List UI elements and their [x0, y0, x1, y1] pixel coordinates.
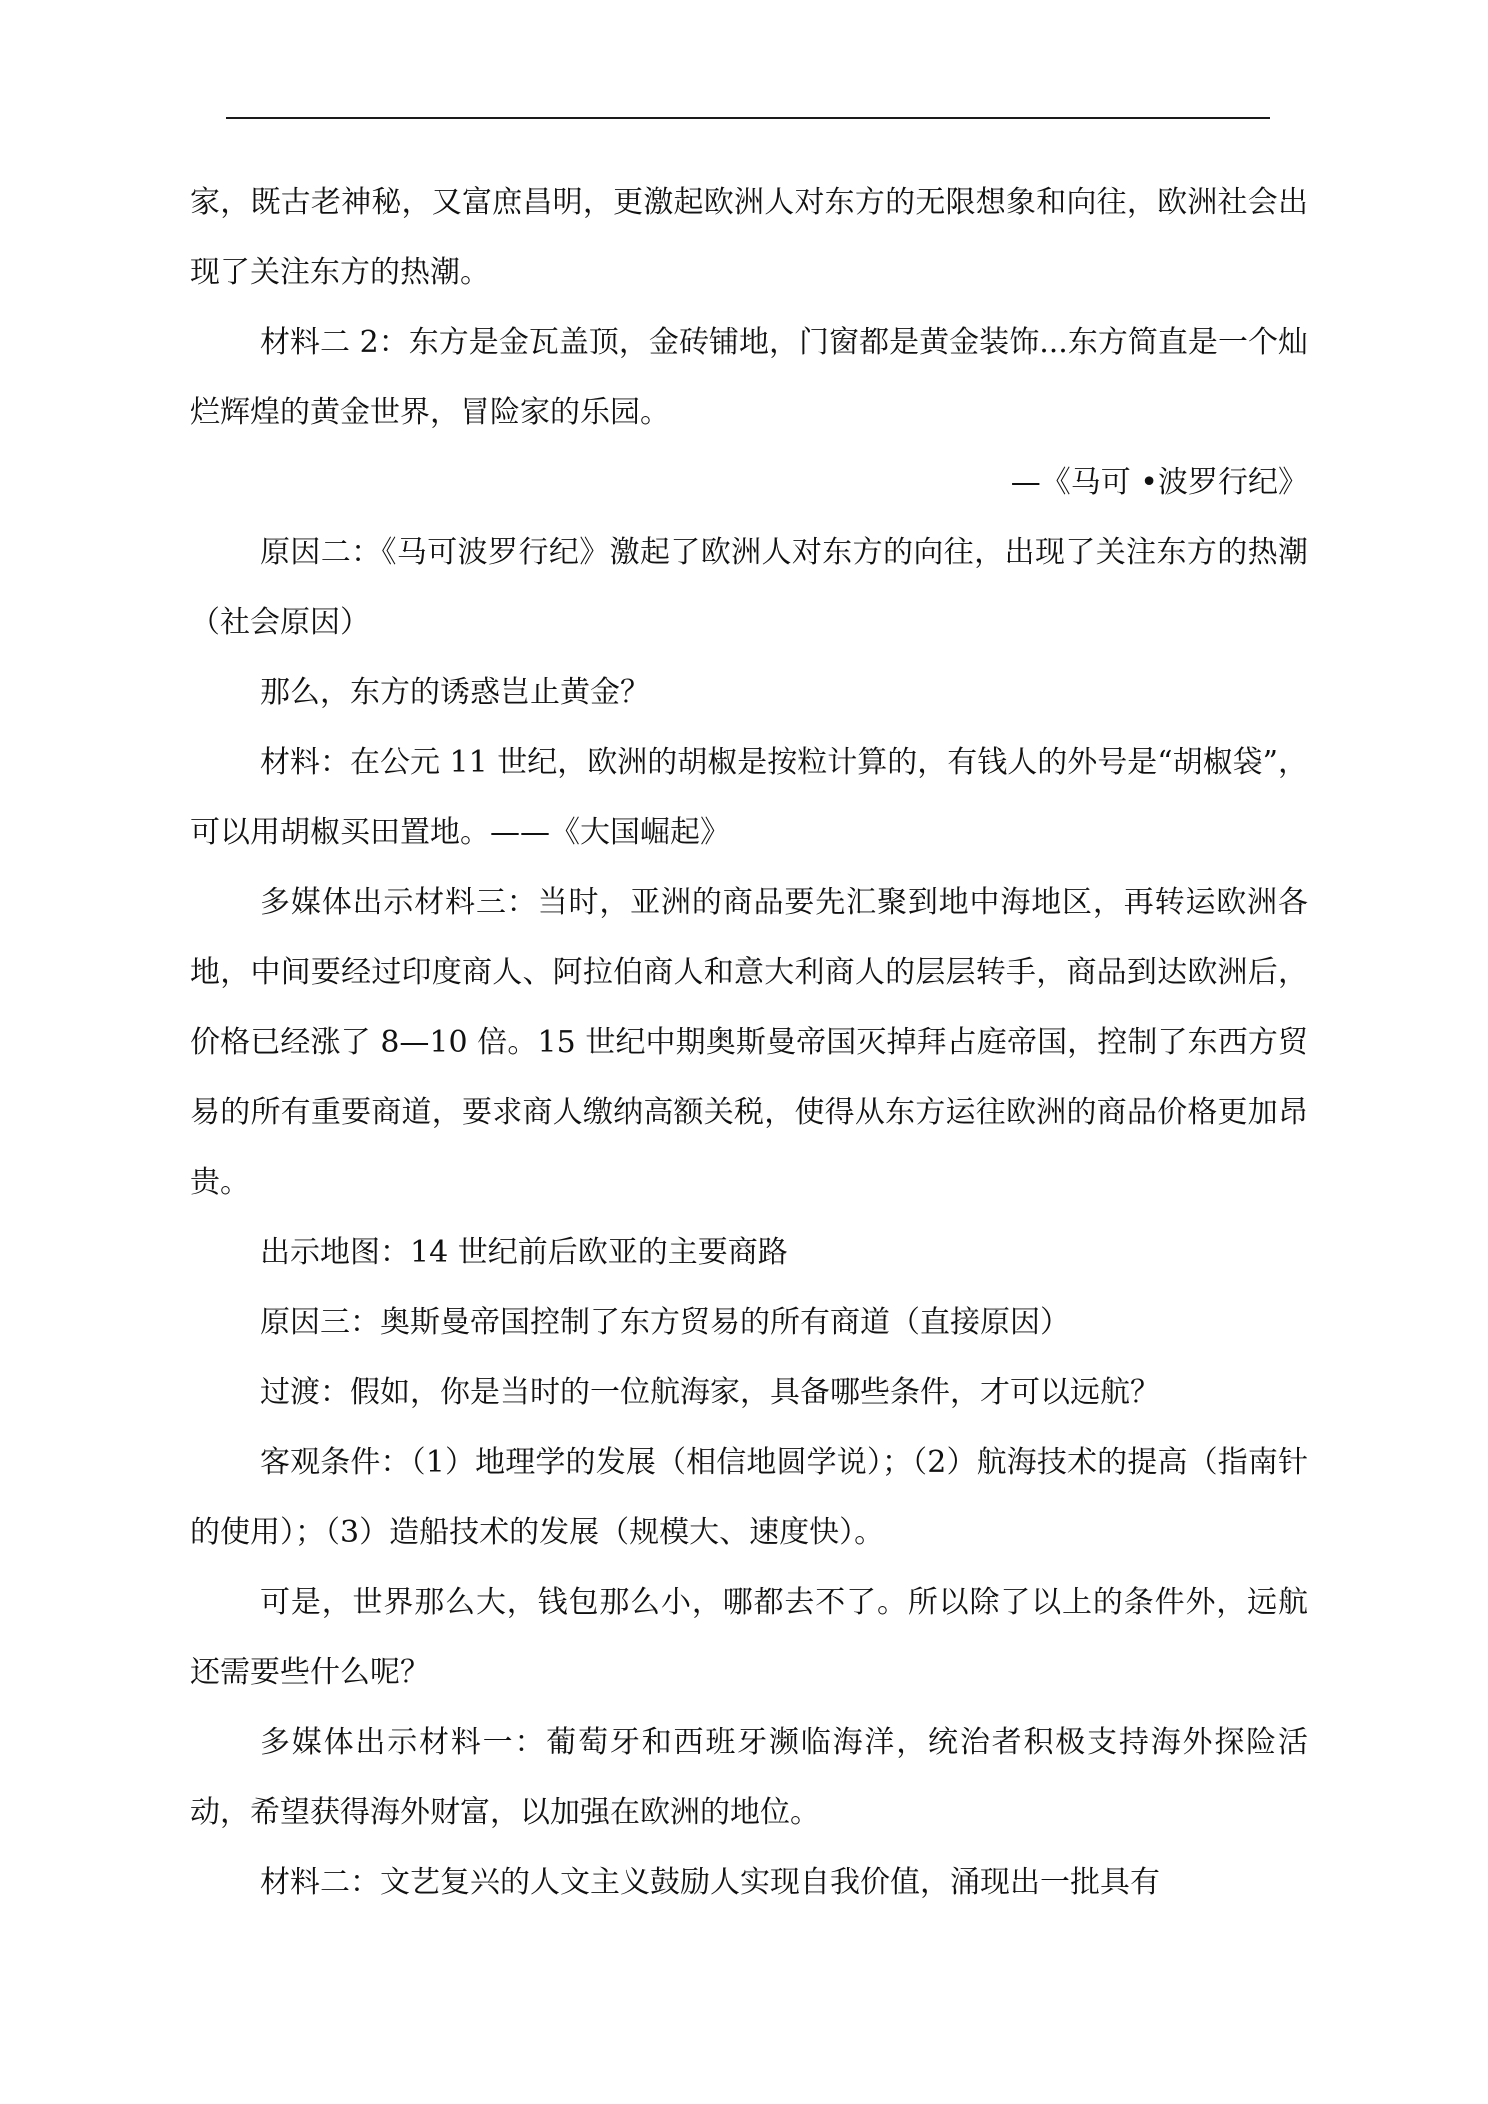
quote-source-marco-polo: —《马可 •波罗行纪》 — [1010, 465, 1308, 500]
paragraph-objective-conditions: 客观条件：（1）地理学的发展（相信地圆学说）；（2）航海技术的提高（指南针的使用）；（3）造船技术的发展（规模大、速度快）。 — [190, 1445, 1308, 1550]
paragraph-material-one: 多媒体出示材料一：葡萄牙和西班牙濒临海洋，统治者积极支持海外探险活动，希望获得海外财富，以加强在欧洲的地位。 — [190, 1725, 1308, 1830]
paragraph-continuation: 家，既古老神秘，又富庶昌明，更激起欧洲人对东方的无限想象和向往，欧洲社会出现了关注东方的热潮。 — [190, 185, 1308, 290]
paragraph-wallet-question: 可是，世界那么大，钱包那么小，哪都去不了。所以除了以上的条件外，远航还需要些什么呢？ — [190, 1585, 1308, 1690]
paragraph-material-two-renaissance: 材料二：文艺复兴的人文主义鼓励人实现自我价值，涌现出一批具有 — [260, 1865, 1160, 1900]
paragraph-reason-three: 原因三：奥斯曼帝国控制了东方贸易的所有商道（直接原因） — [260, 1305, 1070, 1340]
paragraph-transition: 过渡：假如，你是当时的一位航海家，具备哪些条件，才可以远航？ — [260, 1375, 1160, 1410]
paragraph-reason-two: 原因二：《马可波罗行纪》激起了欧洲人对东方的向往，出现了关注东方的热潮（社会原因） — [190, 535, 1308, 640]
document-body — [190, 168, 1308, 1918]
header-rule — [226, 117, 1270, 119]
paragraph-show-map: 出示地图：14 世纪前后欧亚的主要商路 — [260, 1235, 788, 1270]
paragraph-material-pepper: 材料：在公元 11 世纪，欧洲的胡椒是按粒计算的，有钱人的外号是“胡椒袋”，可以用胡椒买田置地。——《大国崛起》 — [190, 745, 1308, 850]
paragraph-material-three: 多媒体出示材料三：当时，亚洲的商品要先汇聚到地中海地区，再转运欧洲各地，中间要经过印度商人、阿拉伯商人和意大利商人的层层转手，商品到达欧洲后，价格已经涨了 8—10 倍。15 世纪中期奥斯曼帝国灭掉拜占庭帝国，控制了东西方贸易的所有重要商道，要求商人缴纳高额关税，使得从东方运往欧洲的商品价格更加昂贵。 — [190, 885, 1308, 1200]
paragraph-material-two-quote: 材料二 2：东方是金瓦盖顶，金砖铺地，门窗都是黄金装饰...东方简直是一个灿烂辉煌的黄金世界，冒险家的乐园。 — [190, 325, 1308, 430]
paragraph-question-gold: 那么，东方的诱惑岂止黄金？ — [260, 675, 650, 710]
